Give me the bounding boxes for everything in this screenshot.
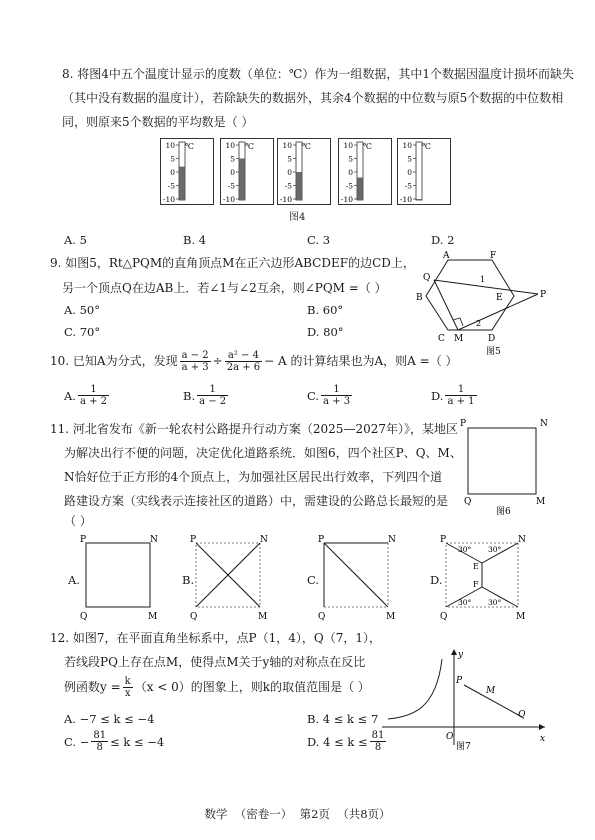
q12-line2: 若线段PQ上存在点M，使得点M关于y轴的对称点在反比 [64,655,366,669]
q10-f1-num: a − 2 [181,350,209,361]
q12-kx-fraction [123,676,133,699]
tick-label: 5 [170,154,175,164]
q12-line3-pre: 例函数y = [64,680,121,694]
unit-label: ℃ [363,142,372,151]
tick-label: 0 [170,168,175,177]
thermometer-scale [278,139,330,204]
fig6-caption: 图6 [496,507,511,517]
q10-prefix: 10. 已知A为分式，发现 [50,354,178,368]
q10-option-c [307,384,354,407]
y-axis-label: y [458,650,464,660]
b-label-m: M [258,612,268,621]
mercury-level [358,177,363,200]
q8-line3: 同，则原来5个数据的平均数是（ ） [62,115,254,129]
q10-option-a-label: A. [64,388,76,403]
mercury-level [297,172,302,200]
c-label-q: Q [318,612,326,621]
q10-option-c-num: 1 [321,384,352,396]
q10-option-a-num: 1 [78,384,109,396]
c-label-p: P [318,535,325,545]
tick-label: 0 [230,168,235,177]
fig6-label-n: N [540,419,548,429]
q10-option-b-frac [197,384,228,407]
q9-line2: 另一个顶点Q在边AB上．若∠1与∠2互余，则∠PQM =（ ） [62,281,387,295]
q11-option-c-label: C. [307,573,320,587]
label-q: Q [423,273,431,283]
d-label-f: F [473,580,479,589]
q8-line1: 8. 将图4中五个温度计显示的度数（单位：℃）作为一组数据，其中1个数据因温度计损坏而缺失 [62,67,574,81]
tick-label: -5 [404,181,412,191]
origin-label: O [446,732,454,742]
option-c-road-pm [324,543,388,607]
unit-label: ℃ [422,142,431,151]
tick-label: 10 [343,141,353,150]
d-label-m: M [516,612,526,621]
a-label-p: P [80,535,87,545]
fig7-caption: 图7 [456,742,471,752]
q8-option-d: D. 2 [431,233,455,247]
thermometer-scale [339,139,391,204]
q12-option-c-frac [91,730,108,753]
q9-option-d: D. 80° [307,325,344,339]
thermometer-scale [161,139,213,204]
q11-line1: 11. 河北省发布《新一轮农村公路提升行动方案（2025—2027年）》，某地区 [50,422,458,436]
d-label-e: E [473,562,479,571]
q12-line3-post: （x < 0）的图象上，则k的取值范围是（ ） [134,680,370,694]
q12-option-d-num: 81 [371,730,385,741]
q12-option-c-den: 8 [96,742,103,753]
tick-label: 0 [407,168,412,177]
q10-option-a-frac [78,384,109,407]
fig6-square-outline [468,428,536,494]
q10-option-d-frac [445,384,476,407]
fig5-caption: 图5 [486,347,501,357]
q9-line1: 9. 如图5，Rt△PQM的直角顶点M在正六边形ABCDEF的边CD上， [50,256,415,270]
c-label-n: N [388,535,396,545]
q10-option-b-label: B. [183,388,196,403]
b-label-p: P [190,535,197,545]
q10-f2-num: a² − 4 [225,350,262,362]
q12-option-a: A. −7 ≤ k ≤ −4 [64,712,155,726]
thermometer-5 [397,138,451,205]
y-axis-arrow [451,649,457,655]
label-d: D [488,334,496,344]
mercury-level [417,199,422,200]
x-axis-label: x [540,734,546,744]
q10-f1-den: a + 3 [181,362,209,373]
q11-line5: （ ） [64,514,92,528]
q11-line4: 路建设方案（实线表示连接社区的道路）中，需建设的公路总长最短的是 [64,494,449,508]
q10-option-a [64,384,111,407]
fig4-caption: 图4 [289,212,306,223]
thermometer-3 [277,138,331,205]
d-label-n: N [518,535,526,545]
a-label-n: N [150,535,158,545]
q10-fraction-2 [225,350,262,373]
fig6-square [460,418,560,518]
q12-line3 [64,676,370,699]
thermometer-tube [416,142,422,200]
q10-option-b-den: a − 2 [199,396,227,407]
fig6-label-q: Q [464,497,472,507]
tick-label: -10 [162,195,175,204]
q11-line2: 为解决出行不便的问题，决定优化道路系统．如图6，四个社区P、Q、M、 [64,446,462,460]
segment-qm [434,280,458,330]
label-b: B [416,293,423,303]
q11-option-d-label: D. [430,573,443,587]
tick-label: -5 [227,181,235,191]
q12-option-c-tail: ≤ k ≤ −4 [110,734,165,749]
q10-option-c-frac [321,384,352,407]
q12-option-c-label: C. − [64,734,90,749]
tick-label: 5 [348,154,353,164]
q8-option-a: A. 5 [64,233,87,247]
tick-label: -10 [399,195,412,204]
angle-1-label: 1 [480,275,486,284]
option-a-roads [86,543,150,607]
page-footer: 数学 （密卷一） 第2页 （共8页） [204,807,391,821]
q10-option-d-den: a + 1 [447,396,475,407]
q10-option-d-label: D. [431,388,444,403]
fig6-label-m: M [536,497,546,507]
mercury-level [180,167,185,200]
fig6-label-p: P [460,419,467,429]
thermometer-2 [220,138,274,205]
q10-suffix: − A 的计算结果也为A，则A =（ ） [264,354,458,368]
label-c: C [438,334,445,344]
tick-label: 5 [407,154,412,164]
q11-option-b-figure [188,535,278,621]
tick-label: 10 [402,141,412,150]
tick-label: 0 [348,168,353,177]
tick-label: -10 [340,195,353,204]
q8-line2: （其中没有数据的温度计），若除缺失的数据外，其余4个数据的中位数与原5个数据的中位数相 [62,91,564,105]
thermometer-scale [221,139,273,204]
q10-option-c-den: a + 3 [323,396,351,407]
hyperbola-branch [388,659,442,719]
tick-label: 10 [165,141,175,150]
thermometer-1 [160,138,214,205]
d-label-q: Q [440,612,448,621]
q10-option-b-num: 1 [197,384,228,396]
fig7-coordinate-plane [380,645,550,755]
q12-option-d-den: 8 [374,742,382,753]
unit-label: ℃ [185,142,194,151]
point-q-label: Q [518,710,526,720]
point-p-label: P [456,676,463,686]
unit-label: ℃ [302,142,311,151]
q11-option-a-figure [78,535,168,621]
q10-f2-den: 2a + 6 [226,362,261,373]
c-label-m: M [386,612,396,621]
q12-option-c-num: 81 [93,730,107,741]
tick-label: -10 [222,195,235,204]
d-angle-bottom-left: 30° [458,598,472,607]
q9-option-c: C. 70° [64,325,101,339]
q10-option-b [183,384,230,407]
label-a: A [443,251,450,261]
thermometer-scale [398,139,450,204]
q9-option-a: A. 50° [64,303,100,317]
q10-option-d-num: 1 [445,384,476,396]
q9-option-b: B. 60° [307,303,344,317]
fig5-hexagon [410,250,560,358]
b-label-q: Q [190,612,198,621]
d-angle-top-left: 30° [458,545,472,554]
q10-fraction-1 [180,350,211,373]
q12-frac-num: k [124,676,131,687]
q12-option-c [64,730,164,753]
angle-2-label: 2 [476,319,482,328]
tick-label: -10 [279,195,292,204]
label-p: P [540,290,547,300]
d-label-p: P [440,535,447,545]
unit-label: ℃ [245,142,254,151]
mercury-level [240,159,245,201]
q12-option-b: B. 4 ≤ k ≤ 7 [307,712,379,726]
tick-label: 5 [230,154,235,164]
q10-div-sign: ÷ [212,354,223,368]
tick-label: -5 [345,181,353,191]
d-angle-bottom-right: 30° [488,598,502,607]
q10-option-d [431,384,479,407]
q12-line1: 12. 如图7，在平面直角坐标系中，点P（1，4），Q（7，1）， [50,631,381,645]
tick-label: 5 [287,154,292,164]
q11-option-d-figure [438,535,528,621]
a-label-q: Q [80,612,88,621]
label-f: F [490,251,497,261]
q10-option-a-den: a + 2 [79,396,108,407]
label-e: E [496,293,503,303]
tick-label: -5 [167,181,175,191]
q11-option-a-label: A. [68,573,80,587]
tick-label: 10 [282,141,292,150]
d-angle-top-right: 30° [488,545,502,554]
q10-stem [50,350,458,373]
q12-frac-den: x [124,688,131,699]
tick-label: -5 [284,181,292,191]
b-label-n: N [260,535,268,545]
a-label-m: M [148,612,158,621]
q12-option-d [307,730,388,753]
thermometer-4 [338,138,392,205]
q8-option-c: C. 3 [307,233,331,247]
label-m: M [454,334,464,344]
tick-label: 0 [287,168,292,177]
q11-option-c-figure [316,535,406,621]
q10-option-c-label: C. [307,388,320,403]
q11-line3: N恰好位于正方形的4个顶点上，为加强社区居民出行效率，下列四个道 [64,470,443,484]
q8-option-b: B. 4 [183,233,207,247]
q11-option-b-label: B. [182,573,195,587]
segment-qp [434,280,538,294]
point-m-label: M [486,686,496,696]
tick-label: 10 [225,141,235,150]
x-axis-arrow [539,724,545,730]
q12-option-d-label: D. 4 ≤ k ≤ [307,734,368,749]
